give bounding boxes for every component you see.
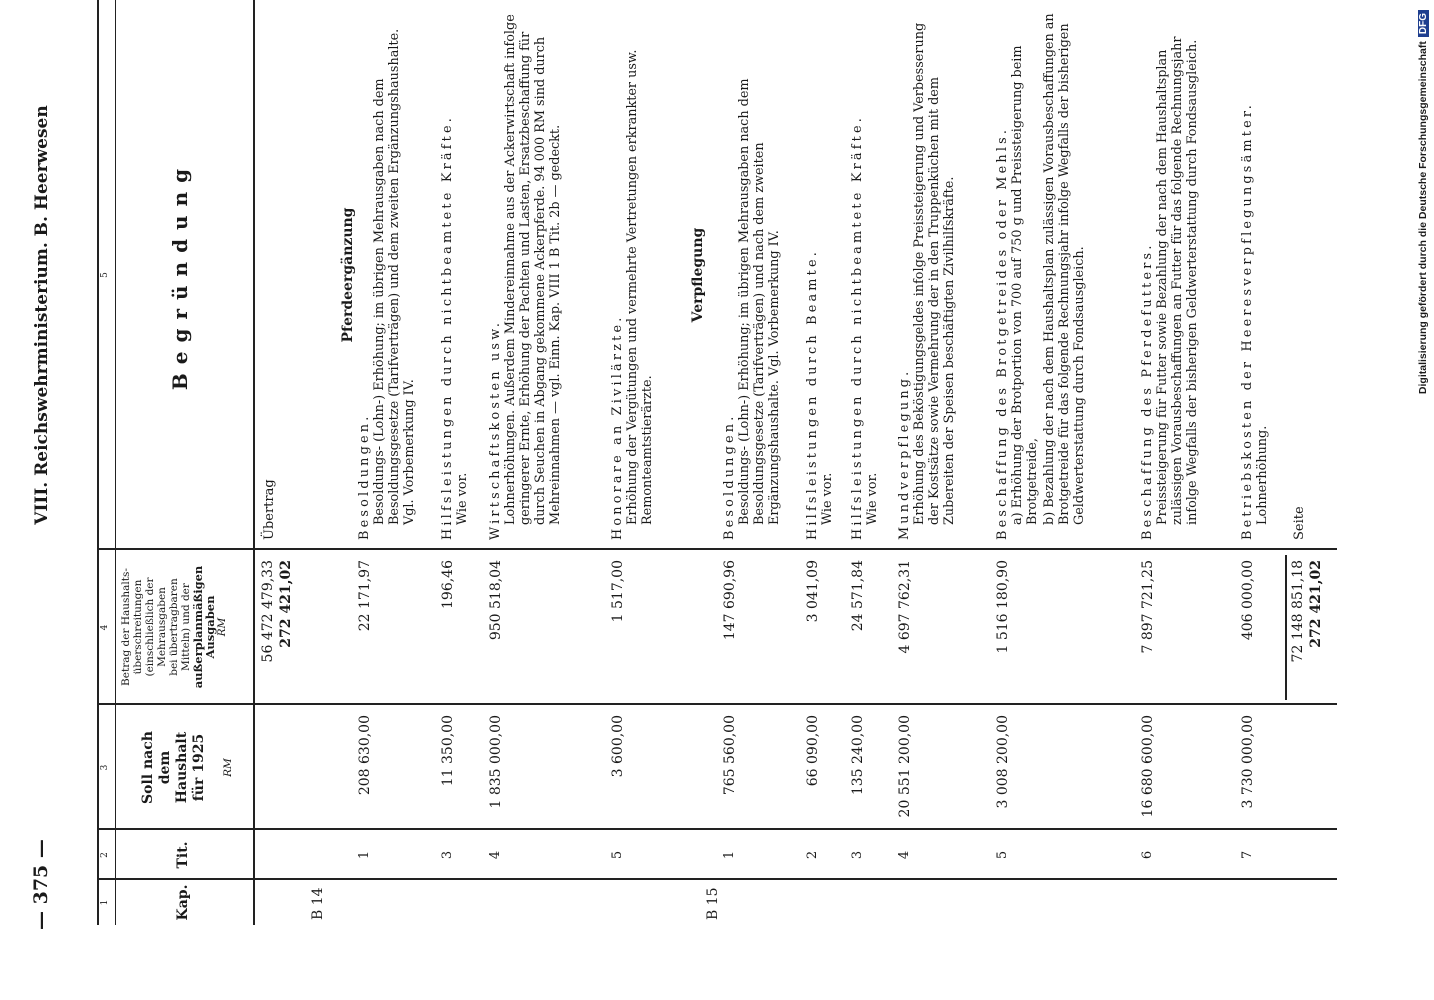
row-title: Beschaffung des Brotgetreides oder Mehls. <box>995 126 1010 540</box>
dfg-logo: DFG <box>1418 10 1429 37</box>
colnum-4: 4 <box>100 624 110 631</box>
page-total-amount: 72 148 851,18 <box>1290 560 1306 663</box>
row-betrag: 196,46 <box>440 560 456 609</box>
row-betrag: 4 697 762,31 <box>897 560 913 654</box>
row-soll: 3 600,00 <box>610 715 626 778</box>
row-text: Wie vor. <box>455 472 470 525</box>
row-text: Preissteigerung für Futter sowie Bezahlung der nach dem Haushaltsplan zulässigen Vorausbeschaffungen an Futter für das folgende Rechnungsjahr infolge Wegfalls der bisherigen Geldwerterstattung durch Fondsausgleich. <box>1155 36 1200 525</box>
row-tit: 4 <box>897 850 912 860</box>
row-tit: 2 <box>805 850 820 860</box>
carry-forward-label: Übertrag <box>262 479 277 540</box>
row-betrag: 24 571,84 <box>850 560 866 632</box>
carry-forward-amount-2: 272 421,02 <box>278 560 294 648</box>
header-tit: Tit. <box>175 841 191 869</box>
row-soll: 135 240,00 <box>850 715 866 796</box>
row-title: Mundverpflegung. <box>897 368 912 540</box>
row-soll: 20 551 200,00 <box>897 715 913 818</box>
row-betrag: 1 517,00 <box>610 560 626 623</box>
total-rule <box>1285 555 1287 700</box>
kap-label: B 15 <box>705 887 721 920</box>
header-soll: Soll nach dem Haushalt für 1925 <box>140 731 207 804</box>
page-total-amount-2: 272 421,02 <box>1308 560 1324 648</box>
row-soll: 765 560,00 <box>722 715 738 796</box>
rule-betrag-text <box>97 548 1337 550</box>
row-title: Hilfsleistungen durch nichtbeamtete Kräfte. <box>850 114 865 540</box>
colnum-rule <box>115 0 116 925</box>
carry-forward-amount: 56 472 479,33 <box>260 560 276 663</box>
row-soll: 3 008 200,00 <box>995 715 1011 809</box>
row-item: a) Erhöhung der Brotportion von 700 auf 750 g und Preissteigerung beim Brotgetreide, <box>1010 45 1040 525</box>
row-title: Besoldungen. <box>722 413 737 540</box>
table-top-rule <box>97 0 99 925</box>
digitization-note-text: Digitalisierung gefördert durch die Deutsche Forschungsgemeinschaft <box>1417 41 1429 395</box>
row-betrag: 7 897 721,25 <box>1140 560 1156 654</box>
section-heading: Pferdeergänzung <box>340 207 356 343</box>
kap-label: B 14 <box>310 887 326 920</box>
colnum-5: 5 <box>100 272 110 278</box>
row-betrag: 147 690,96 <box>722 560 738 641</box>
row-text: Erhöhung des Beköstigungsgeldes infolge Preissteigerung und Verbesserung der Kostsätze sowie Vermehrung der in den Truppenküchen mit dem Zubereiten der Speisen beschäftigten Zivilhilfskräfte. <box>912 22 957 525</box>
row-title: Beschaffung des Pferdefutters. <box>1140 242 1155 540</box>
row-title: Besoldungen. <box>357 413 372 540</box>
row-tit: 5 <box>610 850 625 860</box>
row-tit: 3 <box>850 850 865 860</box>
digitization-note <box>1412 10 1434 990</box>
running-title: VIII. Reichswehrministerium. B. Heerwesen <box>32 105 52 525</box>
row-text: Besoldungs- (Lohn-) Erhöhung; im übrigen Mehrausgaben nach dem Besoldungsgesetze (Tarifverträgen) und nach dem zweiten Ergänzungshaushalte. Vgl. Vorbemerkung IV. <box>737 78 782 525</box>
row-item: b) Bezahlung der nach dem Haushaltsplan zulässigen Vorausbeschaffungen an Brotgetreide für das folgende Rechnungsjahr infolge Wegfalls der bisherigen Geldwerterstattung durch Fondsausgleich. <box>1042 13 1087 525</box>
page-number: — 375 — <box>30 839 52 930</box>
header-begruendung: Begründung <box>168 159 192 391</box>
row-tit: 5 <box>995 850 1010 860</box>
page-total-label: Seite <box>1292 506 1307 540</box>
row-text: Lohnerhöhungen. Außerdem Mindereinnahme aus der Ackerwirtschaft infolge geringerer Ernte, Erhöhung der Pachten und Lasten, Ersatzbeschaffung für durch Seuchen in Abgang gekommene Ackerpferde. 94 000 RM sind durch Mehreinnahmen — vgl. Einn. Kap. VIII 1 B Tit. 2b — gedeckt. <box>503 14 563 525</box>
row-text: Besoldungs- (Lohn-) Erhöhung; im übrigen Mehrausgaben nach dem Besoldungsgesetze (Tarifverträgen) und dem zweiten Ergänzungshaushalte. Vgl. Vorbemerkung IV. <box>372 28 417 525</box>
row-soll: 16 680 600,00 <box>1140 715 1156 818</box>
row-soll: 3 730 000,00 <box>1240 715 1256 809</box>
row-soll: 11 350,00 <box>440 715 456 787</box>
row-tit: 4 <box>488 850 503 860</box>
header-kap: Kap. <box>175 884 191 921</box>
header-soll-unit: RM <box>222 758 234 777</box>
row-text: Wie vor. <box>820 472 835 525</box>
row-text: Wie vor. <box>865 472 880 525</box>
colnum-1: 1 <box>100 899 110 906</box>
row-title: Hilfsleistungen durch nichtbeamtete Kräfte. <box>440 114 455 540</box>
colnum-2: 2 <box>100 852 110 858</box>
row-soll: 66 090,00 <box>805 715 821 787</box>
row-title: Wirtschaftskosten usw. <box>488 319 503 540</box>
colnum-3: 3 <box>100 764 110 771</box>
row-betrag: 406 000,00 <box>1240 560 1256 641</box>
row-tit: 3 <box>440 850 455 860</box>
header-betrag: Betrag der Haushalts- überschreitungen (einschließlich der Mehrausgaben bei übertragbaren Mitteln) und der außerplanmäßigen Ausgaben RM <box>120 565 228 689</box>
header-bottom-rule <box>253 0 255 925</box>
row-betrag: 1 516 180,90 <box>995 560 1011 654</box>
row-betrag: 22 171,97 <box>357 560 373 632</box>
row-title: Betriebskosten der Heeresverpflegungsämter. <box>1240 101 1255 540</box>
row-text: Erhöhung der Vergütungen und vermehrte Vertretungen erkrankter usw. Remonteamtstierärzte. <box>625 49 655 525</box>
row-soll: 1 835 000,00 <box>488 715 504 809</box>
row-betrag: 950 518,04 <box>488 560 504 641</box>
row-tit: 1 <box>357 850 372 860</box>
row-soll: 208 630,00 <box>357 715 373 796</box>
row-title: Hilfsleistungen durch Beamte. <box>805 248 820 540</box>
row-tit: 7 <box>1240 850 1255 860</box>
row-betrag: 3 041,09 <box>805 560 821 623</box>
row-title: Honorare an Zivilärzte. <box>610 314 625 540</box>
row-text: Lohnerhöhung. <box>1255 425 1270 525</box>
section-heading: Verpflegung <box>690 227 706 323</box>
rule-soll-betrag <box>97 703 1337 705</box>
row-tit: 6 <box>1140 850 1155 860</box>
row-tit: 1 <box>722 850 737 860</box>
